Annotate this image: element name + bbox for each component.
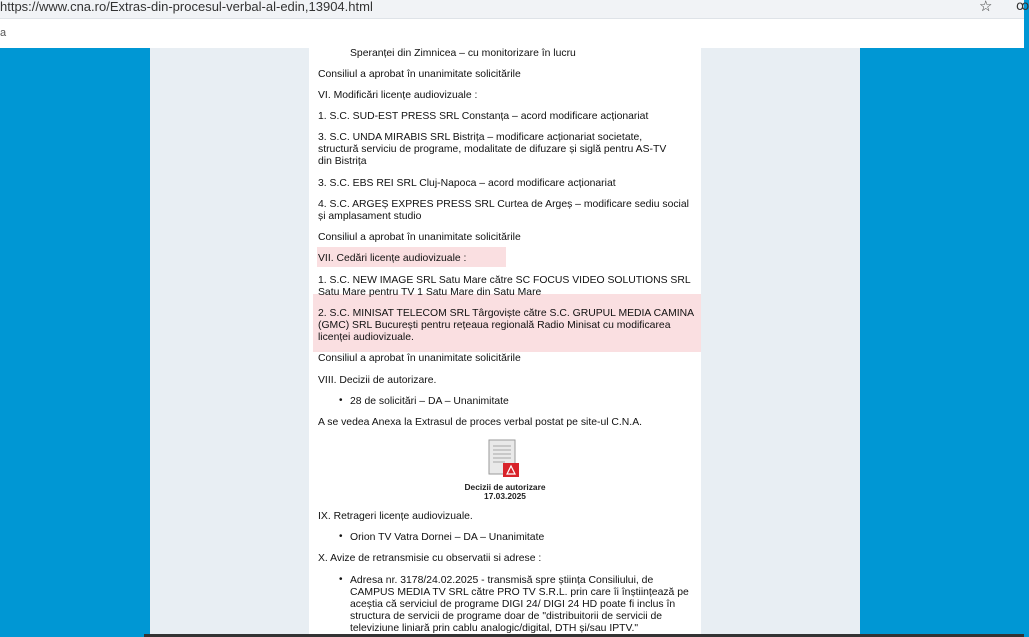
list-item: 4. S.C. ARGEȘ EXPRES PRESS SRL Curtea de Argeș – modificare sediu social	[318, 199, 689, 210]
tab-mark: a	[0, 27, 7, 39]
browser-address-bar	[0, 0, 1029, 19]
pdf-caption-title[interactable]: Decizii de autorizare	[464, 482, 546, 492]
bullet-item: Orion TV Vatra Dornei – DA – Unanimitate	[350, 532, 545, 543]
list-item: licenței audiovizuale.	[318, 332, 414, 343]
bullet-item: CAMPUS MEDIA TV SRL către PRO TV S.R.L. prin care îi înștiințează pe	[350, 587, 689, 598]
text-line: A se vedea Anexa la Extrasul de proces verbal postat pe site-ul C.N.A.	[318, 417, 643, 428]
section-heading: X. Avize de retransmisie cu observatii si adrese :	[318, 553, 542, 564]
bullet-item: televiziune liniară prin cablu analogic/digital, DTH și/sau IPTV."	[350, 623, 639, 634]
list-item: 3. S.C. UNDA MIRABIS SRL Bistrița – modificare acționariat societate,	[318, 132, 643, 143]
list-item: 1. S.C. SUD-EST PRESS SRL Constanța – acord modificare acționariat	[318, 111, 649, 122]
extension-icon[interactable]: ꝏ	[1016, 0, 1029, 13]
bullet-item: Adresa nr. 3178/24.02.2025 - transmisă spre știința Consiliului, de	[350, 575, 654, 586]
bullet: •	[339, 574, 343, 585]
bullet: •	[339, 531, 343, 542]
bullet-item: 28 de solicitări – DA – Unanimitate	[350, 396, 509, 407]
url-field[interactable]: https://www.cna.ro/Extras-din-procesul-verbal-al-edin,13904.html	[0, 0, 373, 14]
list-item: 3. S.C. EBS REI SRL Cluj-Napoca – acord modificare acționariat	[318, 178, 616, 189]
list-item: 2. S.C. MINISAT TELECOM SRL Târgoviște către S.C. GRUPUL MEDIA CAMINA	[318, 308, 695, 319]
bullet-item: aceștia că serviciul de programe DIGI 24/ DIGI 24 HD poate fi inclus în	[350, 599, 676, 610]
text-line: Consiliul a aprobat în unanimitate solicitările	[318, 353, 521, 364]
star-icon[interactable]: ☆	[979, 0, 993, 15]
list-item: 1. S.C. NEW IMAGE SRL Satu Mare către SC FOCUS VIDEO SOLUTIONS SRL	[318, 275, 691, 286]
list-item: din Bistrița	[318, 156, 367, 167]
section-heading: VI. Modificări licențe audiovizuale :	[318, 90, 478, 101]
list-item: (GMC) SRL București pentru rețeaua regională Radio Minisat cu modificarea	[318, 320, 671, 331]
bullet-item: structura de servicii de programe doar de "distribuitorii de servicii de	[350, 611, 663, 622]
text-line: Consiliul a aprobat în unanimitate solicitările	[318, 232, 521, 243]
list-item: și amplasament studio	[318, 211, 422, 222]
pdf-caption-date[interactable]: 17.03.2025	[484, 491, 526, 501]
section-heading: VIII. Decizii de autorizare.	[318, 375, 437, 386]
list-item: structură serviciu de programe, modalitate de difuzare și siglă pentru AS-TV	[318, 144, 667, 155]
text-line: Consiliul a aprobat în unanimitate solicitările	[318, 69, 521, 80]
bullet: •	[339, 395, 343, 406]
pdf-document-icon[interactable]	[485, 439, 521, 481]
section-heading: IX. Retrageri licențe audiovizuale.	[318, 511, 473, 522]
list-item: Satu Mare pentru TV 1 Satu Mare din Satu Mare	[318, 287, 542, 298]
section-heading: VII. Cedări licențe audiovizuale :	[318, 253, 467, 264]
text-line: Speranței din Zimnicea – cu monitorizare în lucru	[350, 48, 576, 59]
article-content	[309, 44, 701, 637]
